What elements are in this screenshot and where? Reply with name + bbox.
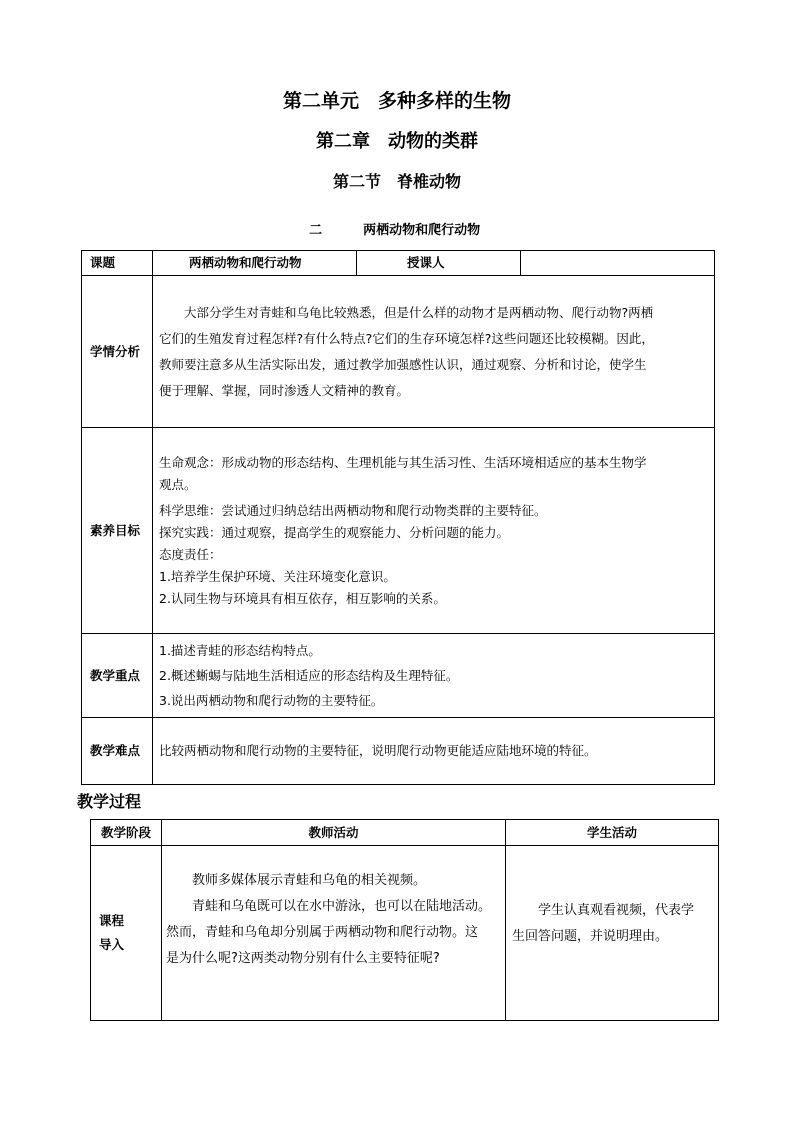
lesson-info-table (81, 250, 715, 785)
chapter-heading: 第二章 动物的类群 (316, 131, 478, 152)
student-activity-line: 学生认真观看视频，代表学 (538, 903, 695, 918)
key-point-line: 1.描述青蛙的形态结构特点。 (159, 643, 321, 658)
process-row (91, 846, 719, 1021)
key-points-label: 教学重点 (82, 634, 153, 718)
teacher-activity-line: 是为什么呢?这两类动物分别有什么主要特征呢? (166, 951, 440, 966)
goal-line: 观点。 (159, 476, 197, 492)
analysis-label: 学情分析 (82, 276, 153, 428)
student-activity-line: 生回答问题，并说明理由。 (512, 929, 669, 944)
process-header-row (91, 820, 719, 846)
subsection-heading (300, 204, 600, 238)
goal-line: 2.认同生物与环境具有相互依存，相互影响的关系。 (159, 590, 446, 606)
header-stage: 教学阶段 (91, 820, 162, 846)
student-activity-cell (506, 846, 719, 1021)
teacher-activity-line: 青蛙和乌龟既可以在水中游泳，也可以在陆地活动。 (192, 899, 492, 914)
goal-line: 科学思维：尝试通过归纳总结出两栖动物和爬行动物类群的主要特征。 (159, 502, 547, 518)
stage-cell (91, 846, 162, 1021)
analysis-line: 它们的生殖发育过程怎样?有什么特点?它们的生存环境怎样?这些问题还比较模糊。因此， (159, 330, 654, 346)
process-table (90, 819, 719, 1021)
header-student-activity: 学生活动 (506, 820, 719, 846)
unit-heading: 第二单元 多种多样的生物 (282, 90, 511, 112)
subsection-number: 二 (309, 223, 323, 238)
goal-line: 生命观念：形成动物的形态结构、生理机能与其生活习性、生活环境相适应的基本生物学 (159, 454, 647, 470)
analysis-row (82, 276, 715, 428)
analysis-line: 大部分学生对青蛙和乌龟比较熟悉，但是什么样的动物才是两栖动物、爬行动物?两栖 (184, 304, 654, 320)
difficulty-row (82, 718, 715, 785)
header-teacher-activity: 教师活动 (162, 820, 506, 846)
teacher-activity-line: 教师多媒体展示青蛙和乌龟的相关视频。 (192, 873, 427, 888)
subsection-title: 两栖动物和爬行动物 (363, 223, 481, 238)
teacher-activity-cell (162, 846, 506, 1021)
difficulty-text: 比较两栖动物和爬行动物的主要特征，说明爬行动物更能适应陆地环境的特征。 (153, 718, 715, 785)
analysis-line: 便于理解、掌握，同时渗透人文精神的教育。 (159, 382, 410, 398)
goal-line: 1.培养学生保护环境、关注环境变化意识。 (159, 568, 396, 584)
stage-line: 导入 (99, 937, 125, 952)
teacher-value (521, 251, 715, 276)
section-heading: 第二节 脊椎动物 (332, 172, 461, 191)
goals-row (82, 428, 715, 634)
difficulty-label: 教学难点 (82, 718, 153, 785)
topic-label: 课题 (82, 251, 153, 276)
analysis-line: 教师要注意多从生活实际出发，通过教学加强感性认识，通过观察、分析和讨论，使学生 (159, 356, 647, 372)
goals-label: 素养目标 (82, 428, 153, 634)
stage-line: 课程 (99, 913, 125, 928)
key-points-text (153, 634, 715, 718)
goal-line: 探究实践：通过观察，提高学生的观察能力、分析问题的能力。 (159, 524, 510, 540)
topic-row (82, 251, 715, 276)
key-point-line: 2.概述蜥蜴与陆地生活相适应的形态结构及生理特征。 (159, 668, 459, 683)
teacher-label: 授课人 (357, 251, 521, 276)
key-point-line: 3.说出两栖动物和爬行动物的主要特征。 (159, 693, 384, 708)
process-title: 教学过程 (77, 792, 142, 811)
analysis-text (153, 276, 715, 428)
goal-line: 态度责任： (159, 546, 222, 562)
goals-text (153, 428, 715, 634)
teacher-activity-line: 然而，青蛙和乌龟却分别属于两栖动物和爬行动物。这 (166, 925, 479, 940)
topic-value: 两栖动物和爬行动物 (153, 251, 357, 276)
key-points-row (82, 634, 715, 718)
